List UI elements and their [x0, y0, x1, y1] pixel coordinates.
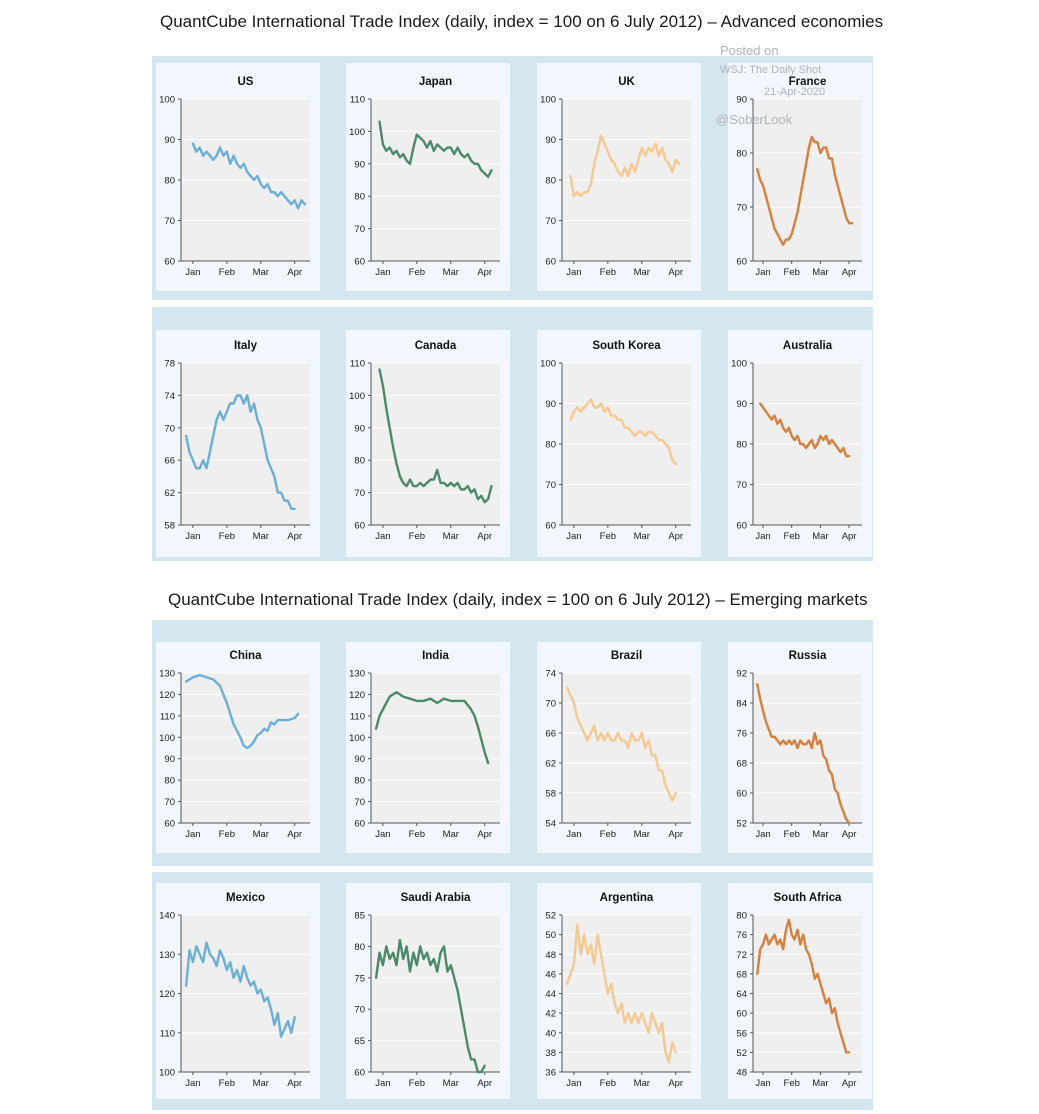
- plot-area: [371, 363, 500, 525]
- x-tick-label: Feb: [599, 1078, 617, 1089]
- y-tick-label: 80: [354, 941, 365, 953]
- chart-title: Mexico: [226, 892, 265, 904]
- plot-area: [371, 915, 500, 1072]
- y-tick-label: 46: [545, 969, 556, 981]
- chart-title: South Africa: [773, 892, 842, 904]
- x-tick-label: Apr: [477, 531, 493, 542]
- y-tick-label: 90: [354, 754, 365, 766]
- y-tick-label: 60: [354, 1067, 365, 1079]
- x-tick-label: Mar: [633, 829, 650, 840]
- x-tick-label: Apr: [668, 829, 684, 840]
- chart-title: Japan: [418, 76, 453, 88]
- x-tick-label: Feb: [218, 1078, 236, 1089]
- chart-india: [346, 642, 510, 853]
- y-tick-label: 44: [545, 989, 556, 1000]
- y-tick-label: 130: [159, 668, 175, 680]
- watermark-source: WSJ: The Daily Shot: [720, 64, 822, 76]
- chart-us: [156, 63, 320, 291]
- x-tick-label: Mar: [633, 1078, 650, 1089]
- x-tick-label: Feb: [218, 531, 236, 542]
- y-tick-label: 66: [164, 455, 175, 467]
- y-tick-label: 70: [736, 480, 747, 491]
- y-tick-label: 76: [736, 930, 747, 942]
- x-tick-label: Jan: [185, 531, 201, 542]
- x-tick-label: Jan: [755, 1078, 771, 1089]
- x-tick-label: Apr: [841, 1078, 857, 1089]
- watermark-posted: Posted on: [720, 43, 779, 58]
- x-tick-label: Mar: [633, 267, 650, 278]
- y-tick-label: 70: [545, 480, 556, 491]
- x-tick-label: Jan: [185, 829, 201, 840]
- y-tick-label: 75: [354, 973, 365, 985]
- chart-panel-us: [156, 63, 320, 291]
- x-tick-label: Jan: [566, 829, 582, 840]
- chart-title: France: [788, 76, 827, 88]
- x-tick-label: Apr: [668, 267, 684, 278]
- y-tick-label: 52: [545, 910, 556, 922]
- x-tick-label: Apr: [287, 267, 303, 278]
- y-tick-label: 130: [159, 949, 175, 961]
- y-tick-label: 80: [354, 191, 365, 203]
- x-tick-label: Mar: [812, 829, 829, 840]
- chart-italy: [156, 330, 320, 557]
- x-tick-label: Apr: [477, 829, 493, 840]
- y-tick-label: 120: [349, 689, 365, 701]
- x-tick-label: Mar: [252, 829, 269, 840]
- chart-saudi-arabia: [346, 883, 510, 1099]
- y-tick-label: 60: [736, 788, 747, 800]
- x-tick-label: Mar: [442, 829, 459, 840]
- x-tick-label: Feb: [783, 267, 800, 278]
- y-tick-label: 40: [545, 1028, 556, 1040]
- chart-russia: [728, 642, 872, 853]
- y-tick-label: 48: [545, 949, 556, 961]
- y-tick-label: 70: [545, 216, 556, 227]
- chart-south-korea: [537, 330, 701, 557]
- y-tick-label: 76: [736, 728, 747, 740]
- x-tick-label: Mar: [252, 531, 269, 542]
- chart-panel-south-korea: [537, 330, 701, 557]
- y-tick-label: 58: [164, 520, 175, 532]
- y-tick-label: 60: [545, 256, 556, 268]
- y-tick-label: 80: [164, 775, 175, 787]
- y-tick-label: 42: [545, 1008, 556, 1020]
- y-tick-label: 38: [545, 1047, 556, 1059]
- chart-title: Canada: [414, 340, 457, 352]
- x-tick-label: Jan: [755, 829, 771, 840]
- y-tick-label: 60: [545, 520, 556, 532]
- x-tick-label: Apr: [477, 1078, 493, 1089]
- x-tick-label: Apr: [668, 531, 684, 542]
- y-tick-label: 120: [159, 989, 175, 1000]
- y-tick-label: 66: [545, 728, 556, 740]
- y-tick-label: 60: [736, 520, 747, 532]
- y-tick-label: 78: [164, 358, 175, 370]
- x-tick-label: Apr: [841, 267, 857, 278]
- x-tick-label: Apr: [668, 1078, 684, 1089]
- y-tick-label: 80: [736, 910, 747, 922]
- y-tick-label: 60: [164, 818, 175, 830]
- emerging-title: QuantCube International Trade Index (daily, index = 100 on 6 July 2012) – Emerging markets: [152, 582, 873, 618]
- chart-title: India: [422, 650, 449, 662]
- chart-panel-south-africa: [728, 883, 872, 1099]
- x-tick-label: Apr: [841, 531, 857, 542]
- y-tick-label: 65: [354, 1036, 365, 1048]
- y-tick-label: 90: [164, 135, 175, 146]
- y-tick-label: 120: [159, 689, 175, 701]
- y-tick-label: 110: [159, 1028, 175, 1040]
- y-tick-label: 100: [349, 390, 365, 402]
- advanced-title: QuantCube International Trade Index (daily, index = 100 on 6 July 2012) – Advanced economies: [152, 4, 873, 40]
- x-tick-label: Apr: [287, 829, 303, 840]
- y-tick-label: 62: [164, 488, 175, 500]
- x-tick-label: Apr: [287, 1078, 303, 1089]
- chart-canada: [346, 330, 510, 557]
- chart-title: China: [229, 650, 262, 662]
- y-tick-label: 56: [736, 1028, 747, 1040]
- x-tick-label: Jan: [566, 267, 582, 278]
- x-tick-label: Mar: [442, 1078, 459, 1089]
- y-tick-label: 90: [354, 159, 365, 171]
- x-tick-label: Feb: [599, 829, 617, 840]
- chart-japan: [346, 63, 510, 291]
- y-tick-label: 60: [354, 256, 365, 268]
- y-tick-label: 140: [159, 910, 175, 922]
- chart-panel-canada: [346, 330, 510, 557]
- y-tick-label: 60: [354, 520, 365, 532]
- y-tick-label: 70: [736, 202, 747, 214]
- plot-area: [753, 673, 862, 823]
- x-tick-label: Mar: [252, 1078, 269, 1089]
- y-tick-label: 80: [354, 455, 365, 467]
- chart-title: UK: [618, 76, 635, 88]
- y-tick-label: 92: [736, 668, 747, 680]
- y-tick-label: 60: [736, 1008, 747, 1020]
- x-tick-label: Jan: [375, 1078, 391, 1089]
- y-tick-label: 70: [354, 1004, 365, 1016]
- x-tick-label: Jan: [755, 531, 771, 542]
- watermark-handle: @SoberLook: [716, 112, 793, 127]
- y-tick-label: 80: [545, 175, 556, 187]
- y-tick-label: 62: [545, 758, 556, 770]
- x-tick-label: Feb: [408, 1078, 426, 1089]
- y-tick-label: 110: [349, 711, 365, 723]
- y-tick-label: 50: [545, 930, 556, 942]
- y-tick-label: 72: [736, 949, 747, 961]
- x-tick-label: Feb: [783, 531, 800, 542]
- y-tick-label: 90: [545, 135, 556, 146]
- y-tick-label: 54: [545, 818, 556, 830]
- chart-panel-mexico: [156, 883, 320, 1099]
- y-tick-label: 64: [736, 989, 747, 1000]
- y-tick-label: 70: [164, 216, 175, 227]
- watermark-date: 21-Apr-2020: [764, 86, 826, 98]
- chart-title: Australia: [782, 340, 833, 352]
- y-tick-label: 90: [736, 94, 747, 106]
- y-tick-label: 80: [545, 439, 556, 451]
- y-tick-label: 110: [159, 711, 175, 723]
- y-tick-label: 90: [545, 399, 556, 410]
- x-tick-label: Mar: [812, 1078, 829, 1089]
- x-tick-label: Jan: [566, 531, 582, 542]
- y-tick-label: 80: [164, 175, 175, 187]
- y-tick-label: 100: [731, 358, 747, 370]
- y-tick-label: 70: [354, 797, 365, 809]
- y-tick-label: 84: [736, 698, 747, 710]
- chart-title: Italy: [233, 340, 258, 352]
- x-tick-label: Mar: [252, 267, 269, 278]
- y-tick-label: 85: [354, 910, 365, 922]
- chart-title: South Korea: [592, 340, 661, 352]
- y-tick-label: 100: [540, 358, 556, 370]
- x-tick-label: Jan: [755, 267, 771, 278]
- x-tick-label: Apr: [477, 267, 493, 278]
- y-tick-label: 70: [545, 698, 556, 710]
- chart-panel-saudi-arabia: [346, 883, 510, 1099]
- y-tick-label: 68: [736, 969, 747, 981]
- y-tick-label: 52: [736, 1047, 747, 1059]
- y-tick-label: 90: [164, 754, 175, 766]
- y-tick-label: 70: [164, 423, 175, 435]
- chart-australia: [728, 330, 872, 557]
- y-tick-label: 100: [349, 732, 365, 744]
- x-tick-label: Feb: [599, 531, 617, 542]
- x-tick-label: Jan: [185, 1078, 201, 1089]
- x-tick-label: Feb: [218, 267, 236, 278]
- plot-area: [181, 363, 310, 525]
- chart-uk: [537, 63, 701, 291]
- y-tick-label: 36: [545, 1067, 556, 1079]
- y-tick-label: 74: [164, 390, 175, 402]
- x-tick-label: Jan: [375, 531, 391, 542]
- chart-panel-uk: [537, 63, 701, 291]
- y-tick-label: 80: [736, 148, 747, 160]
- y-tick-label: 80: [736, 439, 747, 451]
- chart-argentina: [537, 883, 701, 1099]
- y-tick-label: 48: [736, 1067, 747, 1079]
- chart-panel-australia: [728, 330, 872, 557]
- x-tick-label: Mar: [633, 531, 650, 542]
- x-tick-label: Feb: [599, 267, 617, 278]
- x-tick-label: Mar: [812, 267, 829, 278]
- chart-title: Russia: [788, 650, 827, 662]
- y-tick-label: 60: [164, 256, 175, 268]
- y-tick-label: 110: [349, 94, 365, 106]
- chart-brazil: [537, 642, 701, 853]
- x-tick-label: Apr: [287, 531, 303, 542]
- y-tick-label: 90: [354, 423, 365, 435]
- chart-south-africa: [728, 883, 872, 1099]
- y-tick-label: 52: [736, 818, 747, 830]
- chart-title: Saudi Arabia: [400, 892, 471, 904]
- y-tick-label: 100: [159, 1067, 175, 1079]
- chart-panel-argentina: [537, 883, 701, 1099]
- chart-panel-brazil: [537, 642, 701, 853]
- chart-panel-italy: [156, 330, 320, 557]
- y-tick-label: 100: [159, 732, 175, 744]
- y-tick-label: 80: [354, 775, 365, 787]
- y-tick-label: 60: [736, 256, 747, 268]
- chart-mexico: [156, 883, 320, 1099]
- chart-title: Argentina: [599, 892, 654, 904]
- x-tick-label: Feb: [218, 829, 236, 840]
- x-tick-label: Mar: [442, 531, 459, 542]
- x-tick-label: Jan: [375, 829, 391, 840]
- chart-title: US: [237, 76, 254, 88]
- y-tick-label: 70: [164, 797, 175, 809]
- chart-panel-japan: [346, 63, 510, 291]
- y-tick-label: 68: [736, 758, 747, 770]
- x-tick-label: Feb: [408, 531, 426, 542]
- x-tick-label: Apr: [841, 829, 857, 840]
- chart-panel-india: [346, 642, 510, 853]
- x-tick-label: Feb: [783, 829, 800, 840]
- chart-china: [156, 642, 320, 853]
- x-tick-label: Feb: [408, 829, 426, 840]
- x-tick-label: Feb: [408, 267, 426, 278]
- y-tick-label: 110: [349, 358, 365, 370]
- chart-panel-russia: [728, 642, 872, 853]
- x-tick-label: Mar: [812, 531, 829, 542]
- x-tick-label: Jan: [566, 1078, 582, 1089]
- y-tick-label: 70: [354, 488, 365, 500]
- x-tick-label: Jan: [185, 267, 201, 278]
- y-tick-label: 100: [349, 126, 365, 138]
- x-tick-label: Feb: [783, 1078, 800, 1089]
- plot-area: [371, 99, 500, 261]
- chart-panel-china: [156, 642, 320, 853]
- y-tick-label: 74: [545, 668, 556, 680]
- y-tick-label: 60: [354, 818, 365, 830]
- chart-title: Brazil: [610, 650, 643, 662]
- x-tick-label: Mar: [442, 267, 459, 278]
- y-tick-label: 70: [354, 224, 365, 236]
- y-tick-label: 100: [540, 94, 556, 106]
- y-tick-label: 90: [736, 399, 747, 410]
- y-tick-label: 58: [545, 788, 556, 800]
- y-tick-label: 130: [349, 668, 365, 680]
- x-tick-label: Jan: [375, 267, 391, 278]
- y-tick-label: 100: [159, 94, 175, 106]
